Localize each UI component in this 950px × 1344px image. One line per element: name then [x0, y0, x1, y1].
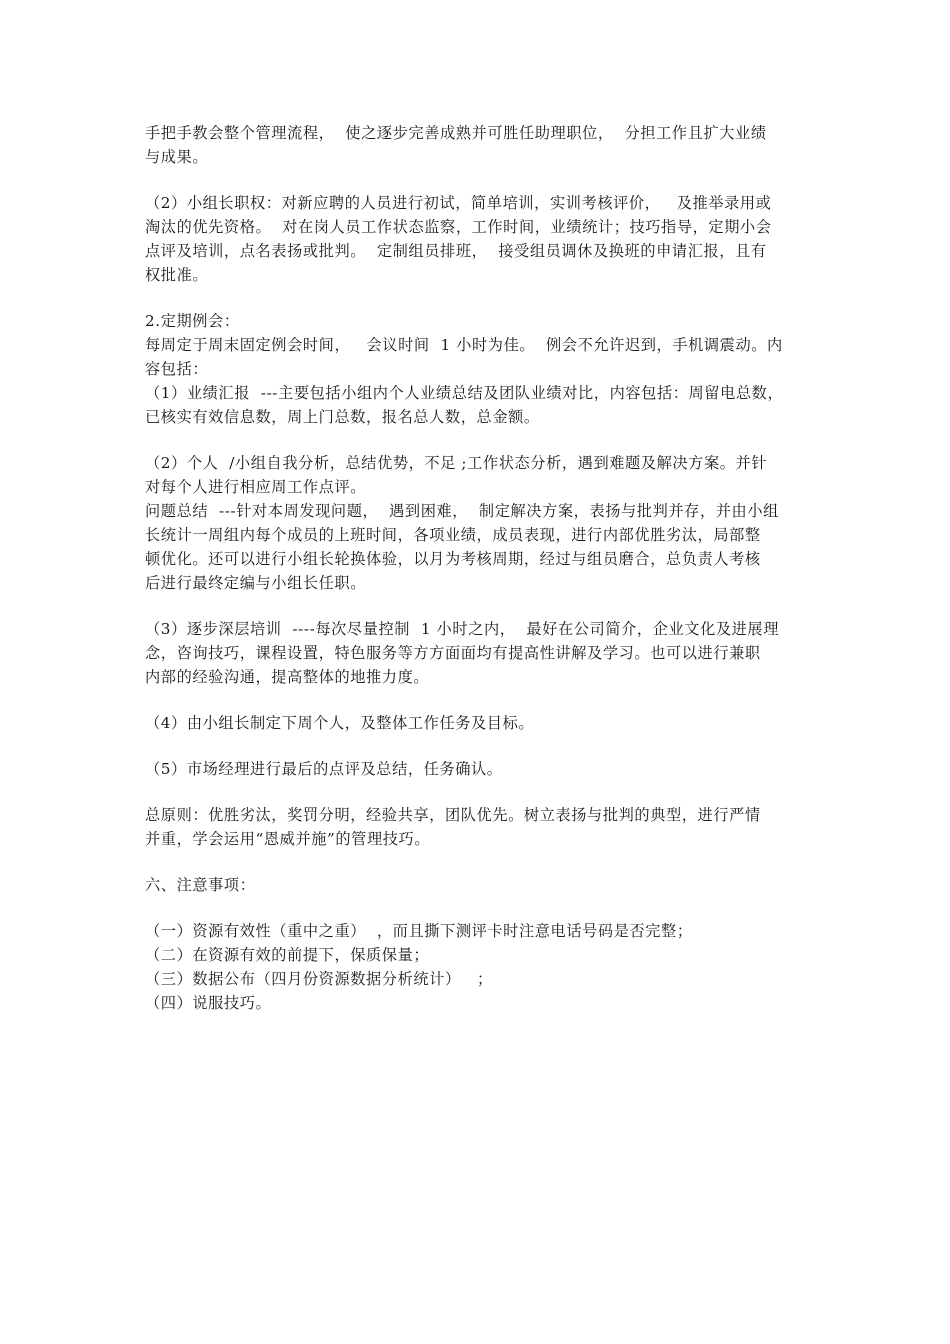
document-page — [145, 121, 817, 1015]
text-line: 已核实有效信息数，周上门总数，报名总人数，总金额。 — [145, 408, 540, 426]
text-line: 与成果。 — [145, 148, 209, 166]
section-heading: 2.定期例会： — [145, 312, 240, 330]
text-line: 并重，学会运用“恩威并施”的管理技巧。 — [145, 830, 431, 848]
text-line: 总原则：优胜劣汰，奖罚分明，经验共享，团队优先。树立表扬与批判的典型，进行严情 — [145, 806, 761, 824]
text-line: 顿优化。还可以进行小组长轮换体验，以月为考核周期，经过与组员磨合，总负责人考核 — [145, 550, 761, 568]
paragraph-general-principle — [145, 803, 817, 851]
paragraph-deep-training — [145, 617, 817, 689]
text-line: 内部的经验沟通，提高整体的地推力度。 — [145, 668, 430, 686]
paragraph-mentoring — [145, 121, 817, 169]
text-line: 手把手教会整个管理流程， 使之逐步完善成熟并可胜任助理职位， 分担工作且扩大业绩 — [145, 124, 767, 142]
text-line: 点评及培训，点名表扬或批判。 定制组员排班， 接受组员调休及换班的申请汇报，且有 — [145, 242, 767, 260]
text-line: （2）个人 /小组自我分析，总结优势，不足 ;工作状态分析，遇到难题及解决方案。并针 — [145, 454, 768, 472]
text-line: （1）业绩汇报 ---主要包括小组内个人业绩总结及团队业绩对比，内容包括：周留电总数， — [145, 384, 784, 402]
notes-list — [145, 919, 817, 1015]
text-line: 容包括： — [145, 360, 209, 378]
section-heading: 六、注意事项： — [145, 876, 256, 894]
text-line: 权批准。 — [145, 266, 209, 284]
text-line: 长统计一周组内每个成员的上班时间，各项业绩，成员表现，进行内部优胜劣汰，局部整 — [145, 526, 761, 544]
text-line: 淘汰的优先资格。 对在岗人员工作状态监察，工作时间，业绩统计；技巧指导，定期小会 — [145, 218, 772, 236]
paragraph-regular-meeting — [145, 309, 817, 429]
paragraph-weekly-goals — [145, 711, 817, 735]
paragraph-group-leader-authority — [145, 191, 817, 287]
list-item: （三）数据公布（四月份资源数据分析统计） ； — [145, 970, 493, 988]
paragraph-self-analysis — [145, 451, 817, 595]
list-item: （一）资源有效性（重中之重） ，而且撕下测评卡时注意电话号码是否完整； — [145, 922, 693, 940]
text-line: （2）小组长职权：对新应聘的人员进行初试，简单培训，实训考核评价， 及推举录用或 — [145, 194, 772, 212]
text-line: 念，咨询技巧，课程设置，特色服务等方方面面均有提高性讲解及学习。也可以进行兼职 — [145, 644, 761, 662]
text-line: 问题总结 ---针对本周发现问题， 遇到困难， 制定解决方案，表扬与批判并存，并由小组 — [145, 502, 779, 520]
section-notes-heading — [145, 873, 817, 897]
text-line: 对每个人进行相应周工作点评。 — [145, 478, 367, 496]
text-line: 每周定于周末固定例会时间， 会议时间 1 小时为佳。 例会不允许迟到，手机调震动。内 — [145, 336, 783, 354]
list-item: （二）在资源有效的前提下，保质保量； — [145, 946, 430, 964]
text-line: 后进行最终定编与小组长任职。 — [145, 574, 367, 592]
paragraph-manager-review — [145, 757, 817, 781]
text-line: （4）由小组长制定下周个人，及整体工作任务及目标。 — [145, 714, 535, 732]
text-line: （5）市场经理进行最后的点评及总结，任务确认。 — [145, 760, 503, 778]
list-item: （四）说服技巧。 — [145, 994, 272, 1012]
text-line: （3）逐步深层培训 ----每次尽量控制 1 小时之内， 最好在公司简介，企业文化及进展理 — [145, 620, 780, 638]
